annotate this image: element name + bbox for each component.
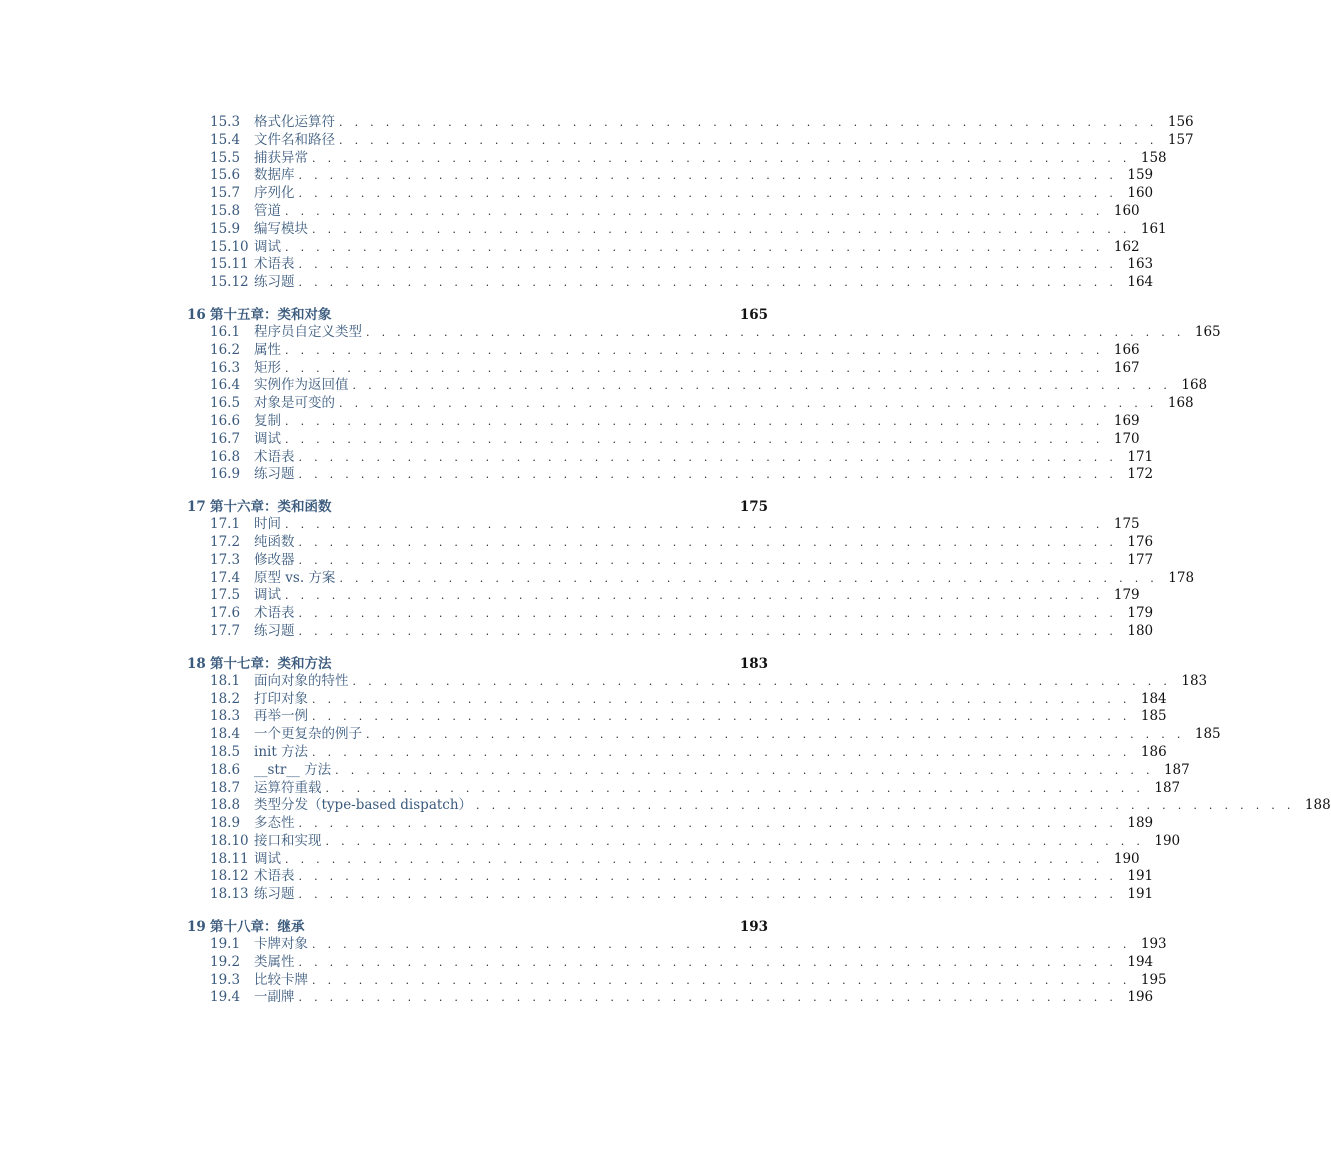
dot-leader: . . . . . . . . . . . . . . . . . . . . . . . . . . . . . . . . . . . . . . . . . . . . . . . . . . . . .	[339, 133, 1158, 147]
page-number: 178	[1168, 569, 1195, 586]
toc-section-entry[interactable]	[187, 971, 1167, 990]
dot-leader: . . . . . . . . . . . . . . . . . . . . . . . . . . . . . . . . . . . . . . . . . . . . . . . . . . . . .	[339, 397, 1158, 411]
section-title-link[interactable]: 矩形	[254, 359, 281, 376]
section-title-link[interactable]: 类型分发（type-based dispatch）	[254, 797, 473, 814]
section-title-link[interactable]: 复制	[254, 412, 281, 429]
chapter-heading[interactable]	[187, 306, 768, 324]
toc-chapter	[187, 306, 1221, 484]
toc-section-entry[interactable]	[187, 936, 1167, 954]
toc-section-entry[interactable]	[187, 238, 1140, 257]
toc-section-entry[interactable]	[187, 202, 1140, 221]
dot-leader: . . . . . . . . . . . . . . . . . . . . . . . . . . . . . . . . . . . . . . . . . . . . . . . . . . . . .	[366, 325, 1185, 339]
page-number: 160	[1113, 202, 1140, 219]
toc-section-entry[interactable]	[187, 761, 1190, 780]
dot-leader: . . . . . . . . . . . . . . . . . . . . . . . . . . . . . . . . . . . . . . . . . . . . . . . . . . . . .	[298, 553, 1118, 567]
toc-section-entry[interactable]	[187, 131, 1194, 150]
section-number: 16.1	[210, 323, 241, 340]
section-number: 18.6	[210, 761, 241, 778]
toc-section-entry[interactable]	[187, 533, 1154, 552]
toc-section-entry[interactable]	[187, 886, 1154, 904]
section-title-link[interactable]: 文件名和路径	[254, 131, 335, 148]
toc-section-entry[interactable]	[187, 551, 1154, 570]
chapter-heading[interactable]	[187, 498, 768, 516]
section-title-link[interactable]: 属性	[254, 341, 281, 358]
page-number: 191	[1127, 868, 1154, 885]
section-title-link[interactable]: 一个更复杂的例子	[254, 726, 362, 743]
section-number: 15.7	[210, 185, 241, 202]
section-title-link[interactable]: 术语表	[254, 605, 295, 622]
section-number: 15.8	[210, 202, 241, 219]
page-number: 156	[1167, 114, 1194, 130]
section-number: 15.4	[210, 131, 241, 148]
toc-section-entry[interactable]	[187, 377, 1208, 395]
dot-leader: . . . . . . . . . . . . . . . . . . . . . . . . . . . . . . . . . . . . . . . . . . . . . . . . . . . . .	[312, 938, 1131, 952]
section-title-link[interactable]: 调试	[254, 430, 281, 447]
page-number: 187	[1154, 779, 1181, 796]
dot-leader: . . . . . . . . . . . . . . . . . . . . . . . . . . . . . . . . . . . . . . . . . . . . . . . . . . . . .	[285, 361, 1104, 375]
toc-section-entry[interactable]	[187, 430, 1140, 449]
section-title-link[interactable]: 修改器	[254, 551, 295, 568]
section-number: 17.2	[210, 533, 241, 550]
section-title-link[interactable]: 纯函数	[254, 533, 295, 550]
section-number: 15.9	[210, 220, 241, 237]
toc-section-entry[interactable]	[187, 815, 1154, 833]
chapter-number: 17	[187, 499, 206, 516]
section-title-link[interactable]: 格式化运算符	[254, 114, 335, 130]
page-number: 158	[1140, 149, 1167, 166]
chapter-page-number: 193	[739, 919, 768, 936]
dot-leader: . . . . . . . . . . . . . . . . . . . . . . . . . . . . . . . . . . . . . . . . . . . . . . . . . . . . .	[312, 973, 1131, 987]
dot-leader: . . . . . . . . . . . . . . . . . . . . . . . . . . . . . . . . . . . . . . . . . . . . . . . . . . . . .	[285, 343, 1104, 357]
section-number: 15.5	[210, 149, 241, 166]
dot-leader: . . . . . . . . . . . . . . . . . . . . . . . . . . . . . . . . . . . . . . . . . . . . . . . . . . . . .	[298, 187, 1118, 201]
section-number: 16.4	[210, 377, 241, 394]
dot-leader: . . . . . . . . . . . . . . . . . . . . . . . . . . . . . . . . . . . . . . . . . . . . . . . . . . . . .	[312, 692, 1131, 706]
dot-leader: . . . . . . . . . . . . . . . . . . . . . . . . . . . . . . . . . . . . . . . . . . . . . . . . . . . . .	[285, 432, 1104, 446]
toc-section-entry[interactable]	[187, 323, 1221, 342]
toc-section-entry[interactable]	[187, 708, 1167, 726]
section-title-link[interactable]: 调试	[254, 238, 281, 255]
toc-section-entry[interactable]	[187, 466, 1154, 484]
page-number: 157	[1167, 131, 1194, 148]
section-title-link[interactable]: 多态性	[254, 815, 295, 832]
section-title-link[interactable]: 对象是可变的	[254, 395, 335, 412]
page-number: 171	[1127, 448, 1154, 465]
dot-leader: . . . . . . . . . . . . . . . . . . . . . . . . . . . . . . . . . . . . . . . . . . . . . . . . . . . . .	[298, 888, 1118, 902]
toc-section-entry[interactable]	[187, 587, 1140, 605]
page-number: 170	[1113, 430, 1140, 447]
section-number: 16.2	[210, 341, 241, 358]
section-title-link[interactable]: 调试	[254, 850, 281, 867]
page-number: 190	[1154, 832, 1181, 849]
section-number: 19.2	[210, 953, 241, 970]
dot-leader: . . . . . . . . . . . . . . . . . . . . . . . . . . . . . . . . . . . . . . . . . . . . . . . . . . . . .	[312, 222, 1131, 236]
section-number: 16.5	[210, 395, 241, 412]
dot-leader: . . . . . . . . . . . . . . . . . . . . . . . . . . . . . . . . . . . . . . . . . . . . . . . . . . . . .	[312, 710, 1131, 724]
dot-leader: . . . . . . . . . . . . . . . . . . . . . . . . . . . . . . . . . . . . . . . . . . . . . . . . . . . . .	[298, 624, 1118, 638]
chapter-title-link[interactable]: 第十八章：继承	[210, 919, 305, 936]
toc-section-entry[interactable]	[187, 868, 1154, 886]
section-title-link[interactable]: 数据库	[254, 167, 295, 184]
dot-leader: . . . . . . . . . . . . . . . . . . . . . . . . . . . . . . . . . . . . . . . . . . . . . . . . . . . . .	[352, 674, 1172, 688]
chapter-number: 18	[187, 655, 206, 672]
section-title-link[interactable]: 面向对象的特性	[254, 672, 349, 689]
section-number: 16.7	[210, 430, 241, 447]
dot-leader: . . . . . . . . . . . . . . . . . . . . . . . . . . . . . . . . . . . . . . . . . . . . . . . . . . . . .	[285, 518, 1104, 532]
page-number: 165	[1194, 323, 1221, 340]
page-number: 179	[1113, 587, 1140, 604]
toc-chapter	[187, 918, 1167, 1007]
toc-section-entry[interactable]	[187, 516, 1140, 534]
section-title-link[interactable]: 一副牌	[254, 989, 295, 1006]
dot-leader: . . . . . . . . . . . . . . . . . . . . . . . . . . . . . . . . . . . . . . . . . . . . . . . . . . . . .	[339, 116, 1158, 129]
section-number: 17.6	[210, 605, 241, 622]
toc-section-entry[interactable]	[187, 341, 1140, 360]
chapter-heading[interactable]	[187, 918, 768, 936]
dot-leader: . . . . . . . . . . . . . . . . . . . . . . . . . . . . . . . . . . . . . . . . . . . . . . . . . . . . .	[298, 276, 1118, 290]
dot-leader: . . . . . . . . . . . . . . . . . . . . . . . . . . . . . . . . . . . . . . . . . . . . . . . . . . . . .	[298, 991, 1118, 1005]
page-number: 168	[1167, 395, 1194, 412]
toc-section-entry[interactable]	[187, 690, 1167, 709]
dot-leader: . . . . . . . . . . . . . . . . . . . . . . . . . . . . . . . . . . . . . . . . . . . . . . . . . . . . .	[298, 535, 1118, 549]
section-number: 18.10	[210, 832, 249, 849]
dot-leader: . . . . . . . . . . . . . . . . . . . . . . . . . . . . . . . . . . . . . . . . . . . . . . . . . . . . .	[298, 817, 1118, 831]
toc-section-entry[interactable]	[187, 149, 1167, 168]
toc-section-entry[interactable]	[187, 256, 1154, 274]
toc-chapter-continued	[187, 114, 1194, 292]
section-title-link[interactable]: 术语表	[254, 256, 295, 273]
section-number: 18.5	[210, 743, 241, 760]
toc-section-entry[interactable]	[187, 832, 1181, 851]
section-number: 18.9	[210, 815, 241, 832]
dot-leader: . . . . . . . . . . . . . . . . . . . . . . . . . . . . . . . . . . . . . . . . . . . . . . . . . . . . .	[325, 834, 1145, 848]
section-number: 15.3	[210, 114, 241, 130]
section-title-link[interactable]: 编写模块	[254, 220, 308, 237]
dot-leader: . . . . . . . . . . . . . . . . . . . . . . . . . . . . . . . . . . . . . . . . . . . . . . . . . . . . .	[285, 414, 1104, 428]
section-number: 18.3	[210, 708, 241, 725]
dot-leader: . . . . . . . . . . . . . . . . . . . . . . . . . . . . . . . . . . . . . . . . . . . . . . . . . . . . .	[335, 763, 1154, 777]
section-number: 17.7	[210, 622, 241, 639]
toc-chapter	[187, 655, 1331, 904]
section-number: 18.13	[210, 886, 249, 903]
section-number: 17.1	[210, 516, 241, 533]
section-title-link[interactable]: 练习题	[254, 886, 295, 903]
chapter-page-number: 165	[739, 306, 768, 323]
page-number: 189	[1127, 815, 1154, 832]
toc-section-entry[interactable]	[187, 622, 1154, 641]
section-title-link[interactable]: 术语表	[254, 868, 295, 885]
toc-section-entry[interactable]	[187, 850, 1140, 869]
toc-section-entry[interactable]	[187, 953, 1154, 972]
section-number: 19.1	[210, 936, 241, 953]
section-number: 19.4	[210, 989, 241, 1006]
section-title-link[interactable]: 术语表	[254, 448, 295, 465]
page-number: 187	[1163, 761, 1190, 778]
section-title-link[interactable]: 管道	[254, 202, 281, 219]
dot-leader: . . . . . . . . . . . . . . . . . . . . . . . . . . . . . . . . . . . . . . . . . . . . . . . . . . . . .	[298, 468, 1118, 482]
dot-leader: . . . . . . . . . . . . . . . . . . . . . . . . . . . . . . . . . . . . . . . . . . . . . . . . . . . . .	[325, 781, 1145, 795]
page-number: 190	[1113, 850, 1140, 867]
dot-leader: . . . . . . . . . . . . . . . . . . . . . . . . . . . . . . . . . . . . . . . . . . . . . . . . . . . . .	[285, 204, 1104, 218]
page-number: 179	[1127, 605, 1154, 622]
page-number: 162	[1113, 238, 1140, 255]
page-number: 177	[1127, 551, 1154, 568]
table-of-contents	[187, 114, 1331, 1007]
page-number: 176	[1127, 533, 1154, 550]
section-title-link[interactable]: 类属性	[254, 953, 295, 970]
dot-leader: . . . . . . . . . . . . . . . . . . . . . . . . . . . . . . . . . . . . . . . . . . . . . . . . . . . . .	[339, 571, 1159, 585]
section-number: 18.12	[210, 868, 249, 885]
chapter-page-number: 175	[739, 499, 768, 516]
section-number: 18.4	[210, 726, 241, 743]
section-title-link[interactable]: 实例作为返回值	[254, 377, 349, 394]
section-title-link[interactable]: 练习题	[254, 622, 295, 639]
page-number: 164	[1127, 274, 1154, 291]
dot-leader: . . . . . . . . . . . . . . . . . . . . . . . . . . . . . . . . . . . . . . . . . . . . . . . . . . . . .	[285, 240, 1104, 254]
page-number: 159	[1127, 167, 1154, 184]
dot-leader: . . . . . . . . . . . . . . . . . . . . . . . . . . . . . . . . . . . . . . . . . . . . . . . . . . . . .	[298, 258, 1118, 272]
section-title-link[interactable]: 卡牌对象	[254, 936, 308, 953]
section-title-link[interactable]: __str__ 方法	[254, 761, 332, 778]
section-title-link[interactable]: 捕获异常	[254, 149, 308, 166]
dot-leader: . . . . . . . . . . . . . . . . . . . . . . . . . . . . . . . . . . . . . . . . . . . . . . . . . . . . .	[352, 379, 1172, 393]
dot-leader: . . . . . . . . . . . . . . . . . . . . . . . . . . . . . . . . . . . . . . . . . . . . . . . . . . . . .	[476, 799, 1295, 813]
section-title-link[interactable]: 运算符重载	[254, 779, 322, 796]
dot-leader: . . . . . . . . . . . . . . . . . . . . . . . . . . . . . . . . . . . . . . . . . . . . . . . . . . . . .	[285, 589, 1104, 603]
page-number: 183	[1181, 672, 1208, 689]
page-number: 186	[1140, 743, 1167, 760]
section-number: 15.12	[210, 274, 249, 291]
page-number: 180	[1127, 622, 1154, 639]
chapter-title-link[interactable]: 第十七章：类和方法	[210, 655, 332, 672]
page-number: 195	[1140, 971, 1167, 988]
section-title-link[interactable]: 练习题	[254, 274, 295, 291]
dot-leader: . . . . . . . . . . . . . . . . . . . . . . . . . . . . . . . . . . . . . . . . . . . . . . . . . . . . .	[285, 852, 1104, 866]
chapter-title-link[interactable]: 第十六章：类和函数	[210, 499, 332, 516]
toc-section-entry[interactable]	[187, 605, 1154, 623]
section-number: 17.5	[210, 587, 241, 604]
section-number: 19.3	[210, 971, 241, 988]
toc-section-entry[interactable]	[187, 220, 1167, 239]
page-number: 185	[1194, 726, 1221, 743]
section-number: 17.4	[210, 569, 241, 586]
section-number: 16.6	[210, 412, 241, 429]
chapter-title-link[interactable]: 第十五章：类和对象	[210, 306, 332, 323]
section-number: 16.9	[210, 466, 241, 483]
dot-leader: . . . . . . . . . . . . . . . . . . . . . . . . . . . . . . . . . . . . . . . . . . . . . . . . . . . . .	[312, 151, 1131, 165]
dot-leader: . . . . . . . . . . . . . . . . . . . . . . . . . . . . . . . . . . . . . . . . . . . . . . . . . . . . .	[366, 728, 1185, 742]
page-number: 175	[1113, 516, 1140, 533]
section-number: 15.6	[210, 167, 241, 184]
page-number: 194	[1127, 953, 1154, 970]
section-title-link[interactable]: 程序员自定义类型	[254, 323, 362, 340]
page-number: 169	[1113, 412, 1140, 429]
chapter-number: 19	[187, 919, 206, 936]
section-number: 18.11	[210, 850, 249, 867]
dot-leader: . . . . . . . . . . . . . . . . . . . . . . . . . . . . . . . . . . . . . . . . . . . . . . . . . . . . .	[312, 745, 1131, 759]
section-title-link[interactable]: 比较卡牌	[254, 971, 308, 988]
section-number: 17.3	[210, 551, 241, 568]
section-title-link[interactable]: 序列化	[254, 185, 295, 202]
toc-section-entry[interactable]	[187, 167, 1154, 185]
page-number: 160	[1127, 185, 1154, 202]
toc-section-entry[interactable]	[187, 726, 1221, 744]
page-number: 191	[1127, 886, 1154, 903]
page-number: 193	[1140, 936, 1167, 953]
chapter-page-number: 183	[739, 655, 768, 672]
toc-section-entry[interactable]	[187, 395, 1194, 413]
page-number: 184	[1140, 690, 1167, 707]
section-number: 18.2	[210, 690, 241, 707]
dot-leader: . . . . . . . . . . . . . . . . . . . . . . . . . . . . . . . . . . . . . . . . . . . . . . . . . . . . .	[298, 870, 1118, 884]
chapter-number: 16	[187, 306, 206, 323]
toc-section-entry[interactable]	[187, 448, 1154, 467]
toc-section-entry[interactable]	[187, 274, 1154, 292]
section-number: 18.1	[210, 672, 241, 689]
chapter-heading[interactable]	[187, 655, 768, 673]
section-title-link[interactable]: 接口和实现	[254, 832, 322, 849]
section-title-link[interactable]: 调试	[254, 587, 281, 604]
section-number: 16.8	[210, 448, 241, 465]
section-number: 15.10	[210, 238, 249, 255]
toc-chapter	[187, 498, 1195, 641]
section-title-link[interactable]: 再举一例	[254, 708, 308, 725]
section-title-link[interactable]: init 方法	[254, 743, 309, 760]
section-number: 15.11	[210, 256, 249, 273]
dot-leader: . . . . . . . . . . . . . . . . . . . . . . . . . . . . . . . . . . . . . . . . . . . . . . . . . . . . .	[298, 607, 1118, 621]
section-title-link[interactable]: 打印对象	[254, 690, 308, 707]
page-number: 161	[1140, 220, 1167, 237]
toc-section-entry[interactable]	[187, 412, 1140, 431]
page-number: 188	[1304, 797, 1331, 814]
page-number: 196	[1127, 989, 1154, 1006]
toc-section-entry[interactable]	[187, 359, 1140, 378]
dot-leader: . . . . . . . . . . . . . . . . . . . . . . . . . . . . . . . . . . . . . . . . . . . . . . . . . . . . .	[298, 169, 1118, 183]
toc-section-entry[interactable]	[187, 185, 1154, 203]
page-number: 185	[1140, 708, 1167, 725]
page-number: 163	[1127, 256, 1154, 273]
toc-section-entry[interactable]	[187, 779, 1181, 798]
page-number: 167	[1113, 359, 1140, 376]
section-title-link[interactable]: 原型 vs. 方案	[254, 569, 336, 586]
section-number: 16.3	[210, 359, 241, 376]
section-title-link[interactable]: 练习题	[254, 466, 295, 483]
toc-section-entry[interactable]	[187, 743, 1167, 762]
toc-section-entry[interactable]	[187, 797, 1331, 815]
dot-leader: . . . . . . . . . . . . . . . . . . . . . . . . . . . . . . . . . . . . . . . . . . . . . . . . . . . . .	[298, 955, 1118, 969]
section-title-link[interactable]: 时间	[254, 516, 281, 533]
toc-section-entry[interactable]	[187, 569, 1195, 588]
section-number: 18.7	[210, 779, 241, 796]
dot-leader: . . . . . . . . . . . . . . . . . . . . . . . . . . . . . . . . . . . . . . . . . . . . . . . . . . . . .	[298, 450, 1118, 464]
page-number: 168	[1181, 377, 1208, 394]
toc-section-entry[interactable]	[187, 114, 1194, 132]
toc-section-entry[interactable]	[187, 989, 1154, 1007]
section-number: 18.8	[210, 797, 241, 814]
page-number: 166	[1113, 341, 1140, 358]
toc-section-entry[interactable]	[187, 672, 1208, 691]
page-number: 172	[1127, 466, 1154, 483]
